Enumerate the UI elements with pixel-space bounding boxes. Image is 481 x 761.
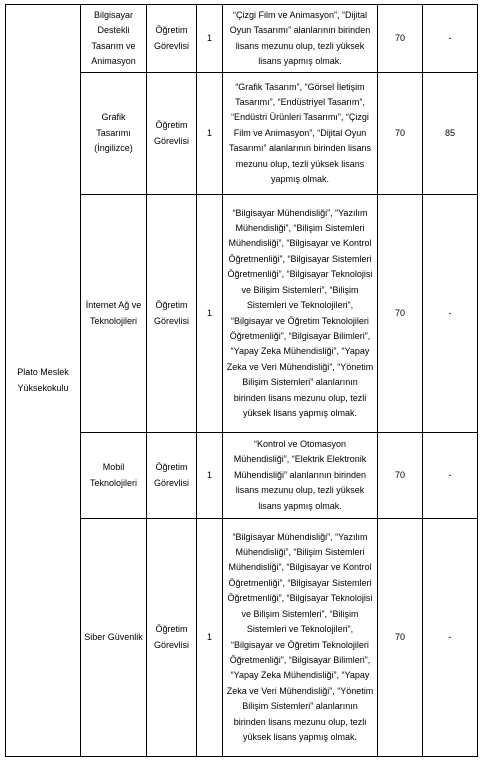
title-cell: Öğretim Görevlisi: [147, 73, 197, 195]
language-cell: -: [423, 433, 478, 519]
title-cell: Öğretim Görevlisi: [147, 519, 197, 757]
count-cell: 1: [197, 519, 223, 757]
requirements-cell: “Bilgisayar Mühendisliği”, “Yazılım Mühendisliği”, “Bilişim Sistemleri Mühendisliği”, “Bilgisayar ve Kontrol Öğretmenliği”, “Bilgisayar Sistemleri Öğretmenliği”, “Bilgisayar Teknolojisi ve Bilişim Sistemleri”, “Bilişim Sistemleri ve Teknolojileri”, “Bilgisayar ve Öğretim Teknolojileri Öğretmenliği”, “Bilgisayar Bilimleri”, “Yapay Zeka Mühendisliği”, “Yapay Zeka ve Veri Mühendisliği”, “Yönetim Bilişim Sistemleri” alanlarının birinden lisans mezunu olup, tezli yüksek lisans yapmış olmak.: [223, 195, 378, 433]
requirements-cell: “Çizgi Film ve Animasyon”, “Dijital Oyun Tasarımı” alanlarının birinden lisans mezunu olup, tezli yüksek lisans yapmış olmak.: [223, 5, 378, 73]
language-cell: -: [423, 519, 478, 757]
ales-cell: 70: [378, 519, 423, 757]
program-cell: Mobil Teknolojileri: [81, 433, 147, 519]
program-cell: Bilgisayar Destekli Tasarım ve Animasyon: [81, 5, 147, 73]
requirements-cell: “Grafik Tasarım”, “Görsel İletişim Tasarımı”, “Endüstriyel Tasarım”, “Endüstri Ürünleri Tasarımı”, “Çizgi Film ve Animasyon”, “Dijital Oyun Tasarımı” alanlarının birinden lisans mezunu olup, tezli yüksek lisans yapmış olmak.: [223, 73, 378, 195]
program-cell: Siber Güvenlik: [81, 519, 147, 757]
title-cell: Öğretim Görevlisi: [147, 5, 197, 73]
ales-cell: 70: [378, 433, 423, 519]
language-cell: -: [423, 195, 478, 433]
title-cell: Öğretim Görevlisi: [147, 195, 197, 433]
requirements-cell: “Kontrol ve Otomasyon Mühendisliği”, “Elektrik Elektronik Mühendisliği” alanlarının birinden lisans mezunu olup, tezli yüksek lisans yapmış olmak.: [223, 433, 378, 519]
count-cell: 1: [197, 433, 223, 519]
ales-cell: 70: [378, 73, 423, 195]
ales-cell: 70: [378, 195, 423, 433]
count-cell: 1: [197, 195, 223, 433]
count-cell: 1: [197, 5, 223, 73]
requirements-cell: “Bilgisayar Mühendisliği”, “Yazılım Mühendisliği”, “Bilişim Sistemleri Mühendisliği”, “Bilgisayar ve Kontrol Öğretmenliği”, “Bilgisayar Sistemleri Öğretmenliği”, “Bilgisayar Teknolojisi ve Bilişim Sistemleri”, “Bilişim Sistemleri ve Teknolojileri”, “Bilgisayar ve Öğretim Teknolojileri Öğretmenliği”, “Bilgisayar Bilimleri”, “Yapay Zeka Mühendisliği”, “Yapay Zeka ve Veri Mühendisliği”, “Yönetim Bilişim Sistemleri” alanlarının birinden lisans mezunu olup, tezli yüksek lisans yapmış olmak.: [223, 519, 378, 757]
ales-cell: 70: [378, 5, 423, 73]
count-cell: 1: [197, 73, 223, 195]
program-cell: Grafik Tasarımı (İngilizce): [81, 73, 147, 195]
positions-table: [5, 4, 478, 757]
program-cell: İnternet Ağ ve Teknolojileri: [81, 195, 147, 433]
unit-cell: Plato Meslek Yüksekokulu: [6, 5, 81, 757]
title-cell: Öğretim Görevlisi: [147, 433, 197, 519]
language-cell: -: [423, 5, 478, 73]
table-row: [6, 5, 478, 73]
language-cell: 85: [423, 73, 478, 195]
